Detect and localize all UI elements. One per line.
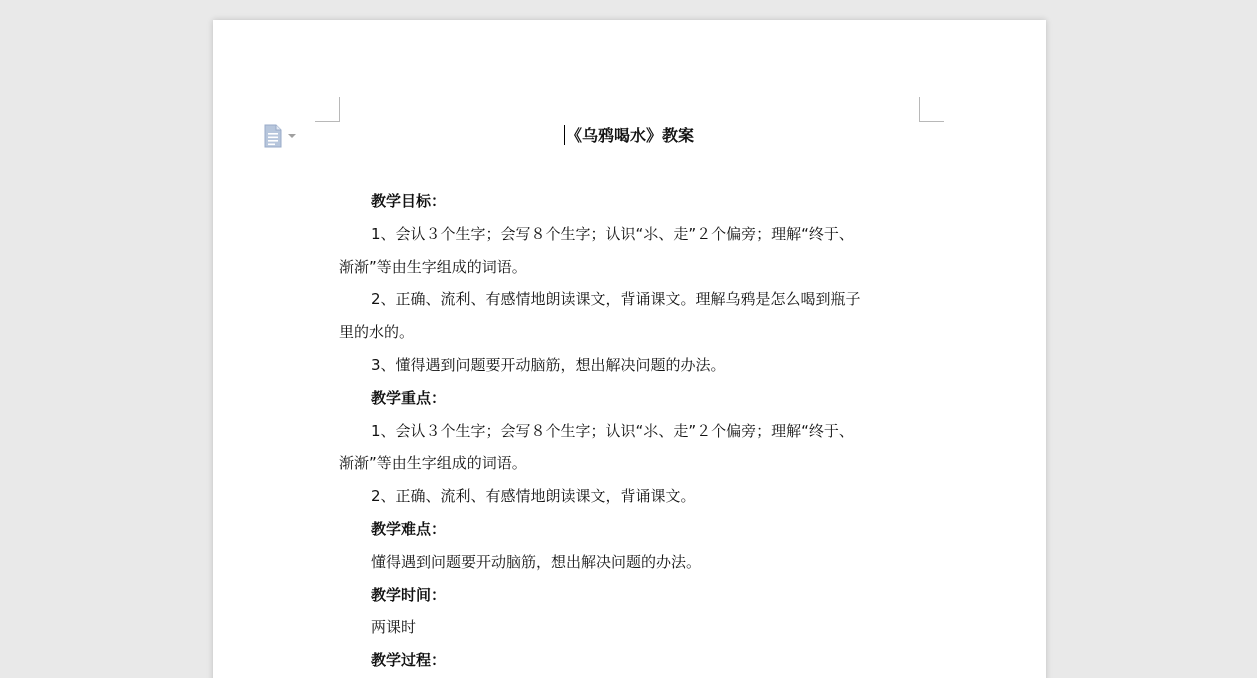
process-heading: 教学过程： <box>371 651 447 670</box>
document-title[interactable] <box>339 124 919 148</box>
goals-heading: 教学目标： <box>371 192 447 210</box>
margin-corner-top-right <box>919 97 944 122</box>
goal-1-line-2: 渐渐”等由生字组成的词语。 <box>339 257 527 276</box>
key-points-heading: 教学重点： <box>371 388 447 407</box>
key-point-1-line-1: 1、会认３个生字；会写８个生字；认识“⺢、走”２个偏旁；理解“终于、 <box>371 421 854 440</box>
time-text: 两课时 <box>371 618 417 637</box>
goal-2-line-2: 里的水的。 <box>339 323 415 342</box>
key-point-2: 2、正确、流利、有感情地朗读课文，背诵课文。 <box>371 487 696 506</box>
difficulty-heading: 教学难点： <box>371 519 447 538</box>
goal-1-line-1: 1、会认３个生字；会写８个生字；认识“⺢、走”２个偏旁；理解“终于、 <box>371 224 854 243</box>
chevron-down-icon <box>287 133 297 139</box>
document-page[interactable] <box>213 20 1046 678</box>
text-cursor <box>564 125 565 145</box>
margin-corner-top-left <box>315 97 340 122</box>
document-icon <box>263 124 283 148</box>
goal-2-line-1: 2、正确、流利、有感情地朗读课文，背诵课文。理解乌鸦是怎么喝到瓶子 <box>371 290 861 309</box>
document-options-button[interactable] <box>263 124 305 148</box>
document-body[interactable] <box>339 185 923 677</box>
document-title-text: 《乌鸦喝水》教案 <box>565 126 694 145</box>
difficulty-text: 懂得遇到问题要开动脑筋，想出解决问题的办法。 <box>371 552 702 571</box>
goal-3: 3、懂得遇到问题要开动脑筋，想出解决问题的办法。 <box>371 355 726 374</box>
key-point-1-line-2: 渐渐”等由生字组成的词语。 <box>339 454 527 473</box>
time-heading: 教学时间： <box>371 585 447 604</box>
